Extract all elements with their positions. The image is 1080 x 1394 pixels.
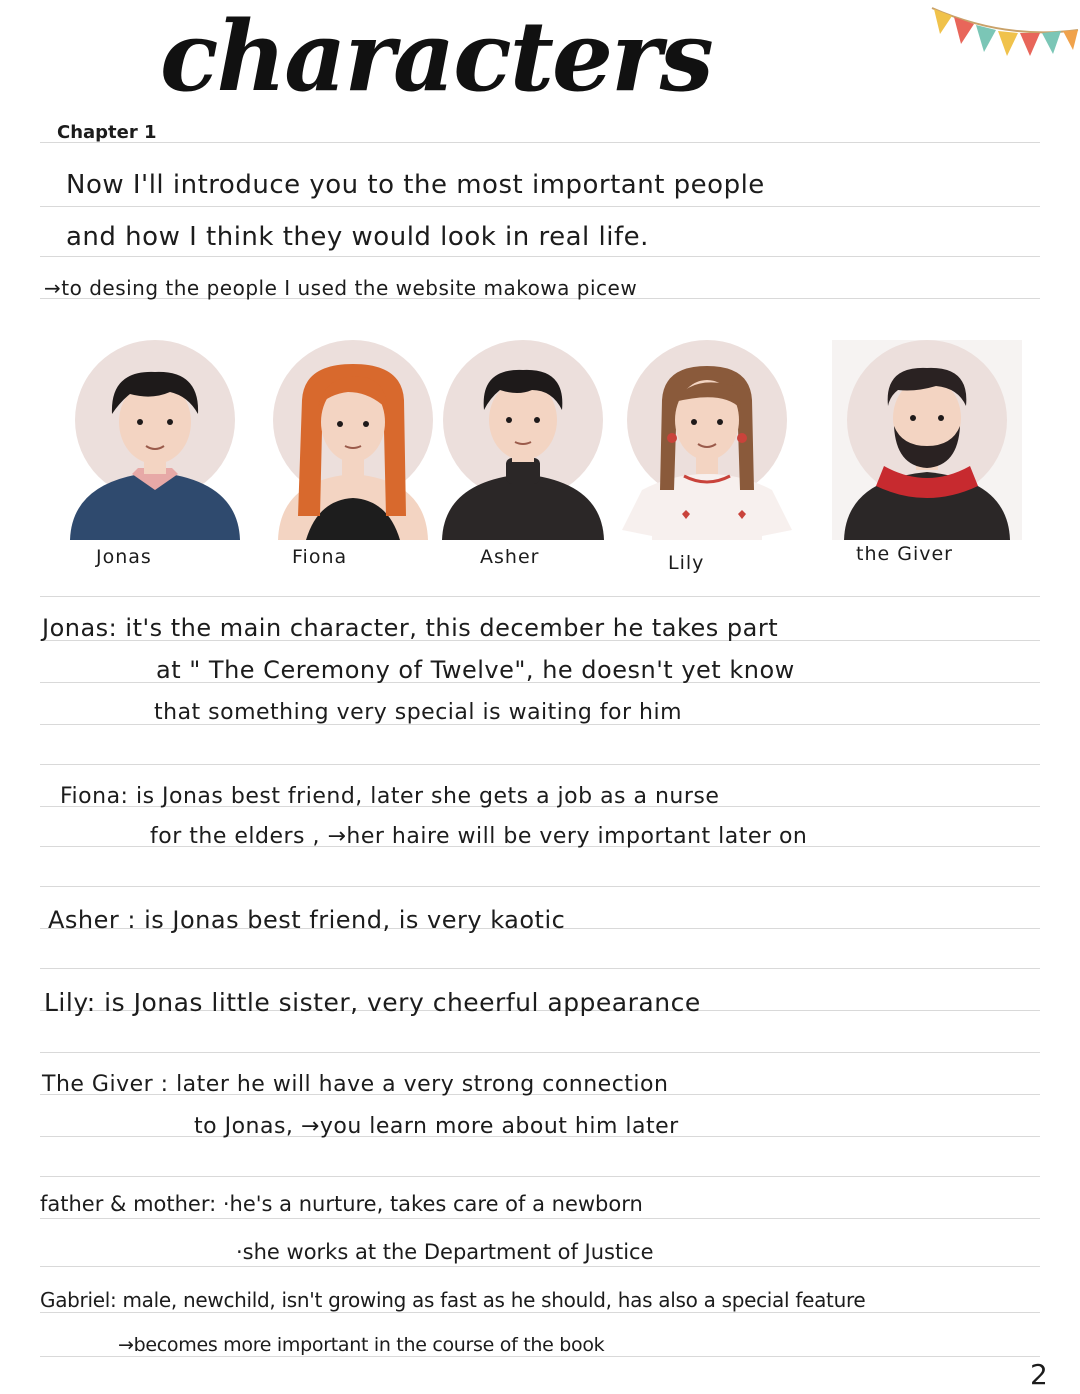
page-number: 2 [1030, 1358, 1048, 1391]
avatar-jonas [60, 340, 250, 540]
giver-description-1: The Giver : later he will have a very strong connection [42, 1072, 669, 1097]
ruled-line [40, 1052, 1040, 1053]
ruled-line [40, 764, 1040, 765]
ruled-line [40, 1218, 1040, 1219]
intro-line-1: Now I'll introduce you to the most important people [66, 170, 765, 200]
jonas-description-3: that something very special is waiting for him [154, 700, 683, 725]
lily-description: Lily: is Jonas little sister, very cheerful appearance [44, 988, 701, 1017]
ruled-line [40, 206, 1040, 207]
intro-line-2: and how I think they would look in real life. [66, 222, 649, 252]
avatar-the-giver [832, 340, 1022, 540]
jonas-description-2: at " The Ceremony of Twelve", he doesn't yet know [156, 656, 795, 684]
ruled-line [40, 1266, 1040, 1267]
character-name-fiona: Fiona [292, 546, 348, 568]
ruled-line [40, 1356, 1040, 1357]
asher-description: Asher : is Jonas best friend, is very kaotic [48, 906, 566, 934]
character-name-the-giver: the Giver [856, 543, 953, 565]
giver-description-2: to Jonas, →you learn more about him later [194, 1114, 679, 1139]
parents-description-1: father & mother: ·he's a nurture, takes care of a newborn [40, 1192, 643, 1216]
ruled-line [40, 596, 1040, 597]
parents-description-2: ·she works at the Department of Justice [236, 1240, 654, 1264]
ruled-line [40, 886, 1040, 887]
character-name-asher: Asher [480, 546, 540, 568]
ruled-line [40, 968, 1040, 969]
gabriel-description-1: Gabriel: male, newchild, isn't growing as fast as he should, has also a special feature [40, 1288, 866, 1312]
fiona-description-2: for the elders , →her haire will be very important later on [150, 824, 808, 849]
ruled-line [40, 256, 1040, 257]
page-title: characters [160, 0, 712, 113]
ruled-line [40, 142, 1040, 143]
character-name-lily: Lily [668, 552, 705, 574]
intro-line-3: →to desing the people I used the website makowa picew [44, 276, 638, 300]
character-name-jonas: Jonas [96, 546, 152, 568]
chapter-label: Chapter 1 [57, 122, 157, 143]
gabriel-description-2: →becomes more important in the course of the book [118, 1334, 605, 1356]
jonas-description-1: Jonas: it's the main character, this december he takes part [42, 614, 779, 642]
avatar-lily [612, 340, 802, 540]
bunting-decoration [930, 0, 1080, 70]
avatar-fiona [258, 340, 448, 540]
ruled-line [40, 1312, 1040, 1313]
avatar-asher [428, 340, 618, 540]
ruled-line [40, 1176, 1040, 1177]
fiona-description-1: Fiona: is Jonas best friend, later she gets a job as a nurse [60, 784, 720, 809]
